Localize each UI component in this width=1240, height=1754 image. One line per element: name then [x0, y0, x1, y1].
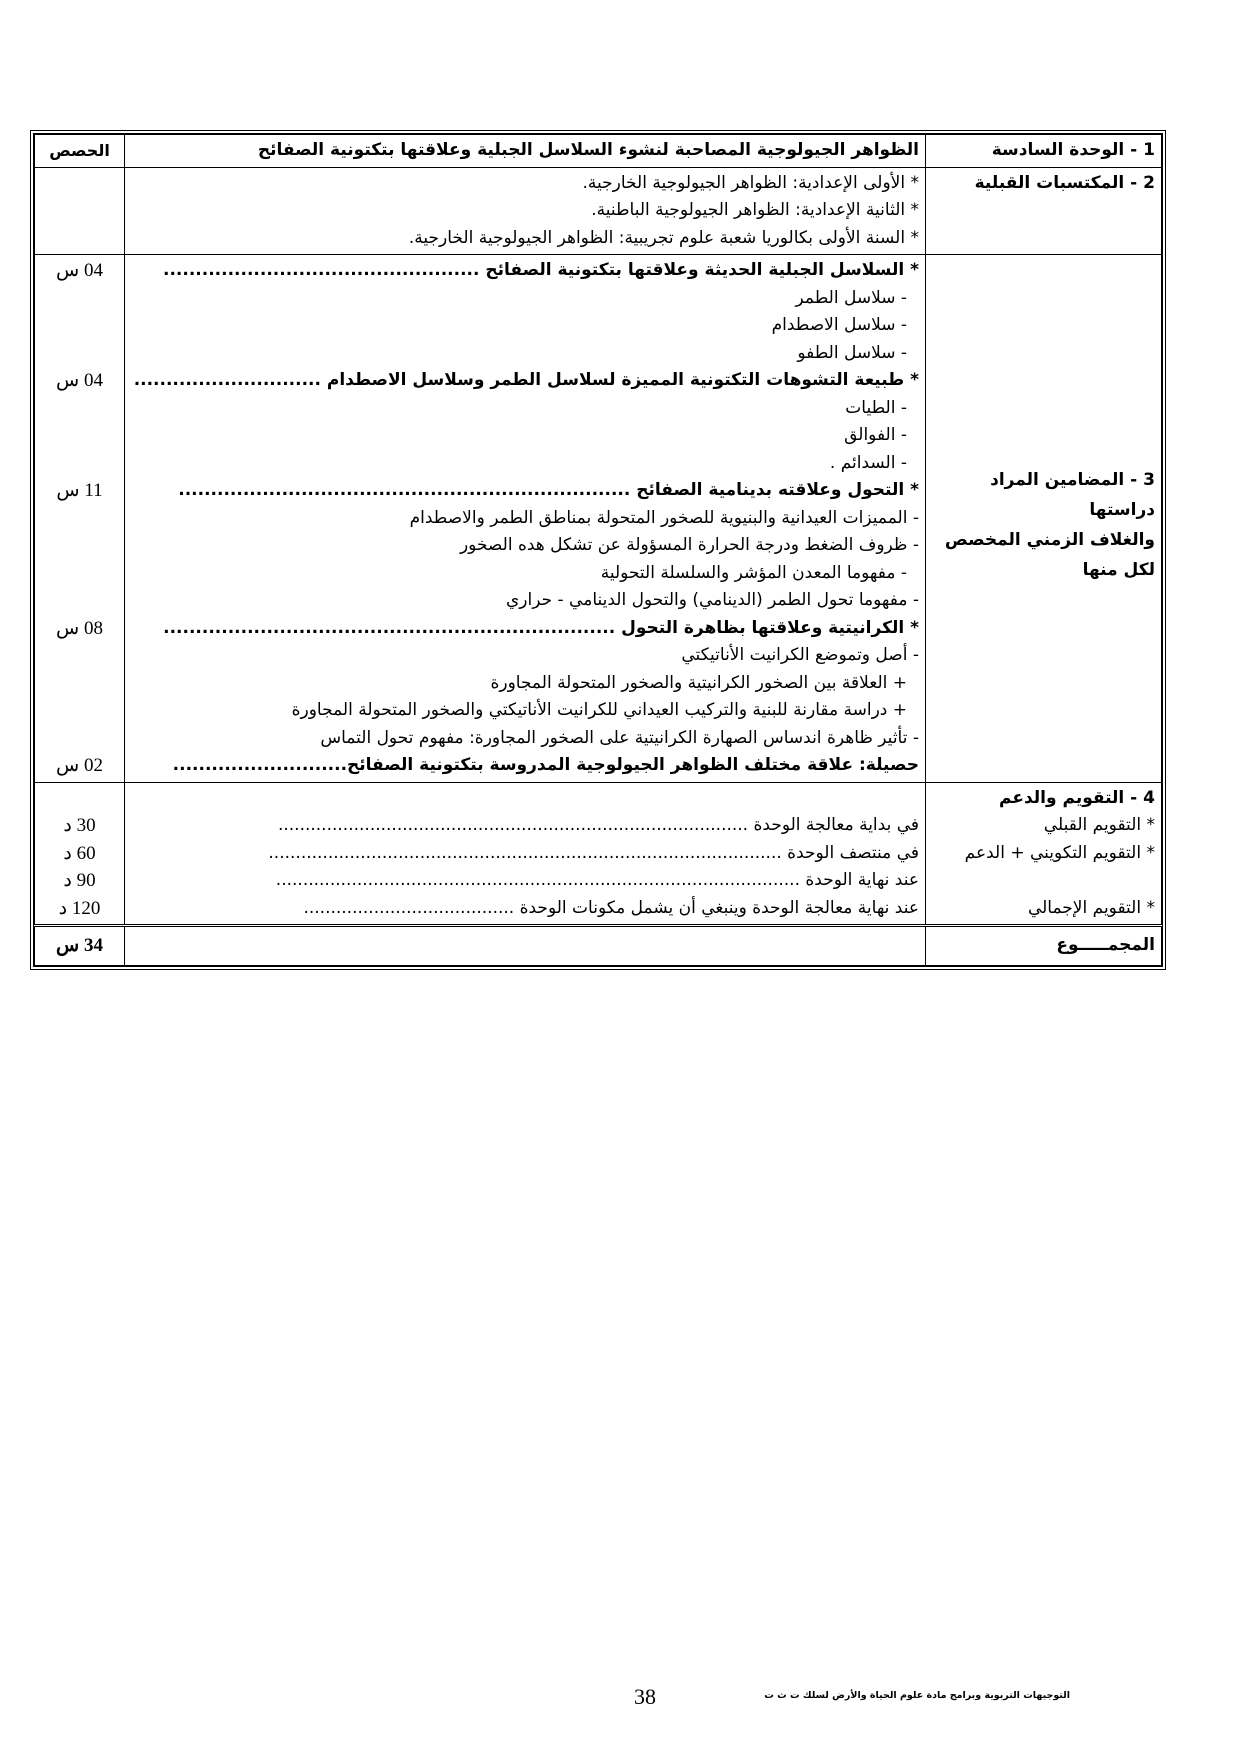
contents-row: [35, 255, 1162, 783]
hours-header: الحصص: [35, 135, 125, 168]
hours-value: 30 د: [63, 815, 96, 836]
hours-value: 90 د: [63, 870, 96, 891]
list-item: * الأولى الإعدادية: الظواهر الجيولوجية الخارجية.: [582, 172, 919, 193]
table-header-row: [35, 135, 1162, 168]
list-item: عند نهاية الوحدة .................................................................................................: [275, 870, 919, 890]
page-number: 38: [634, 1684, 656, 1709]
list-item: - الفوالق: [844, 425, 907, 445]
evaluation-row: [35, 782, 1162, 926]
curriculum-table: [30, 130, 1166, 970]
list-item: - مفهوما المعدن المؤشر والسلسلة التحولية: [600, 562, 907, 583]
contents-label-line: لكل منها: [1082, 560, 1155, 580]
list-item: - سلاسل الاصطدام: [771, 315, 907, 335]
hours-value: [41, 450, 118, 478]
hours-value: 08 س: [56, 617, 103, 639]
list-item: - ظروف الضغط ودرجة الحرارة المسؤولة عن تشكل هده الصخور: [459, 535, 919, 555]
total-spacer: [125, 926, 926, 966]
contents-label-line: 3 - المضامين المراد دراستها: [990, 470, 1155, 520]
unit-title: الظواهر الجيولوجية المصاحبة لنشوء السلاسل الجبلية وعلاقتها بتكتونية الصفائح: [125, 135, 926, 168]
prerequisites-hours: [35, 167, 125, 255]
prerequisites-label: 2 - المكتسبات القبلية: [926, 167, 1162, 255]
hours-value: [41, 697, 118, 725]
section-heading: * الكرانيتية وعلاقتها بظاهرة التحول ......................................................................: [163, 617, 919, 638]
hours-value: 02 س: [56, 755, 103, 776]
hours-value: [41, 642, 118, 670]
evaluation-label-cell: [926, 782, 1162, 926]
list-item: في منتصف الوحدة ...............................................................................................: [268, 842, 919, 863]
section-heading: * التحول وعلاقته بدينامية الصفائح ......................................................................: [178, 480, 919, 500]
contents-list: [125, 255, 926, 783]
evaluation-sub-label: [932, 867, 1155, 895]
list-item: - تأثير ظاهرة اندساس الصهارة الكرانيتية على الصخور المجاورة: مفهوم تحول التماس: [320, 727, 919, 748]
list-item: * السنة الأولى بكالوريا شعبة علوم تجريبية: الظواهر الجيولوجية الخارجية.: [408, 227, 919, 248]
hours-value: [41, 587, 118, 615]
list-item: في بداية معالجة الوحدة .......................................................................................: [277, 815, 919, 835]
evaluation-sub-label: * التقويم القبلي: [1043, 815, 1155, 835]
hours-value: [41, 422, 118, 450]
list-item: - سلاسل الطفو: [797, 342, 907, 363]
evaluation-list: [125, 782, 926, 926]
list-item: - أصل وتموضع الكرانيت الأناتيكتي: [681, 645, 919, 665]
list-item: - الطيات: [845, 397, 907, 418]
hours-value: [41, 340, 118, 368]
hours-value: 04 س: [56, 260, 103, 281]
prerequisites-list: [125, 167, 926, 255]
contents-hours: [35, 255, 125, 783]
list-item: - سلاسل الطمر: [795, 287, 907, 308]
list-item: عند نهاية معالجة الوحدة وينبغي أن يشمل مكونات الوحدة .......................................: [303, 897, 919, 918]
list-item: + العلاقة بين الصخور الكرانيتية والصخور المتحولة المجاورة: [490, 672, 907, 693]
hours-value: 11 س: [56, 480, 103, 501]
hours-value: 120 د: [58, 897, 101, 919]
footer-caption: التوجيهات التربوية وبرامج مادة علوم الحياة والأرض لسلك ت ث ت: [764, 1690, 1070, 1701]
hours-value: [41, 532, 118, 560]
hours-value: [41, 285, 118, 313]
contents-label-line: والغلاف الزمني المخصص: [944, 530, 1155, 550]
hours-value: [41, 725, 118, 753]
list-item: - مفهوما تحول الطمر (الدينامي) والتحول الدينامي - حراري: [505, 590, 919, 610]
evaluation-sub-label: * التقويم الإجمالي: [1027, 897, 1155, 918]
list-item: + دراسة مقارنة للبنية والتركيب العيداني للكرانيت الأناتيكتي والصخور المتحولة المجاورة: [291, 700, 907, 720]
total-hours: 34 س: [35, 926, 125, 966]
evaluation-label: 4 - التقويم والدعم: [999, 787, 1155, 808]
total-label: المجمـــــوع: [926, 926, 1162, 966]
evaluation-hours: [35, 782, 125, 926]
total-row: [35, 926, 1162, 966]
contents-label: [926, 255, 1162, 783]
hours-value: [41, 505, 118, 533]
section-heading: * طبيعة التشوهات التكتونية المميزة لسلاسل الطمر وسلاسل الاصطدام .............................: [133, 370, 919, 390]
prerequisites-row: [35, 167, 1162, 255]
hours-value: 04 س: [56, 370, 103, 391]
evaluation-sub-label: * التقويم التكويني + الدعم: [964, 842, 1155, 863]
hours-value: 60 د: [63, 842, 96, 864]
list-item: * الثانية الإعدادية: الظواهر الجيولوجية الباطنية.: [591, 200, 919, 220]
hours-value: [41, 560, 118, 588]
unit-label: 1 - الوحدة السادسة: [926, 135, 1162, 168]
hours-value: [41, 312, 118, 340]
section-heading: * السلاسل الجبلية الحديثة وعلاقتها بتكتونية الصفائح .................................................: [163, 260, 919, 280]
list-item: - السدائم .: [829, 452, 907, 473]
hours-value: [41, 670, 118, 698]
list-item: - المميزات العيدانية والبنيوية للصخور المتحولة بمناطق الطمر والاصطدام: [409, 507, 919, 528]
hours-value: [41, 395, 118, 423]
summary-line: حصيلة: علاقة مختلف الظواهر الجيولوجية المدروسة بتكتونية الصفائح...........................: [172, 755, 919, 775]
